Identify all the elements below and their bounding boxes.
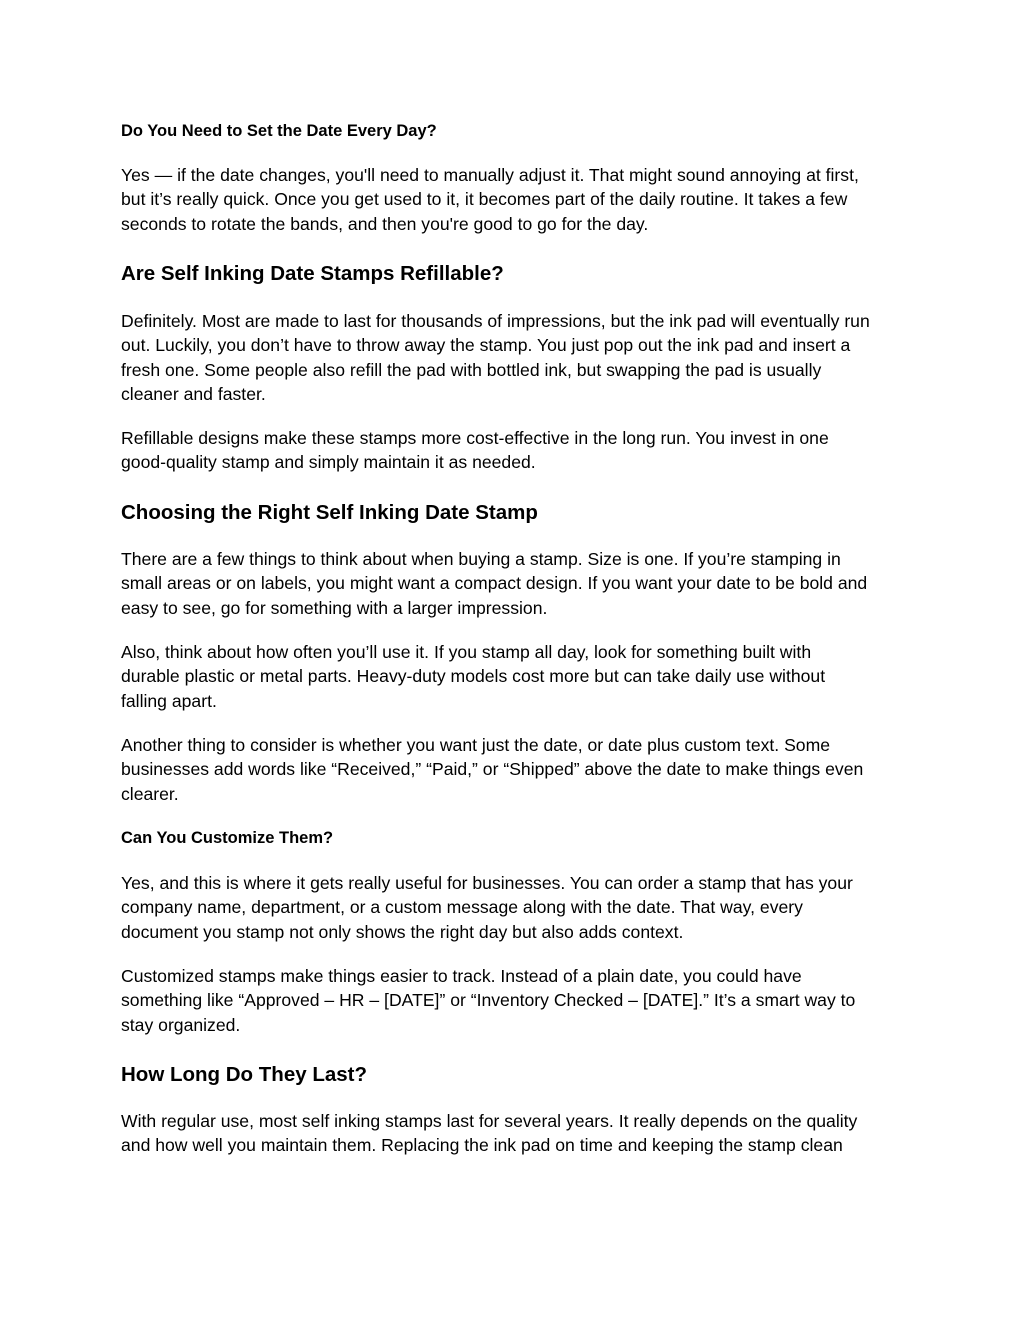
text-line: seconds to rotate the bands, and then you're good to go for the day. (121, 213, 649, 234)
text-line: durable plastic or metal parts. Heavy-duty models cost more but can take daily use without (121, 666, 826, 687)
text-line: out. Luckily, you don’t have to throw away the stamp. You just pop out the ink pad and insert a (121, 335, 851, 356)
text-line: clearer. (121, 783, 179, 804)
paragraph-refillable-1 (121, 309, 870, 406)
text-line: easy to see, go for something with a larger impression. (121, 597, 548, 618)
text-line: stay organized. (121, 1014, 241, 1035)
text-line: small areas or on labels, you might want a compact design. If you want your date to be bold and (121, 573, 868, 594)
heading-set-date: Do You Need to Set the Date Every Day? (121, 122, 437, 140)
text-line: good-quality stamp and simply maintain it as needed. (121, 452, 536, 473)
text-line: With regular use, most self inking stamps last for several years. It really depends on the quality (121, 1111, 858, 1131)
text-line: cleaner and faster. (121, 383, 266, 404)
paragraph-choosing-3 (121, 733, 863, 806)
text-line: and how well you maintain them. Replacing the ink pad on time and keeping the stamp clean (121, 1135, 843, 1156)
paragraph-customize-2 (121, 964, 855, 1037)
heading-refillable: Are Self Inking Date Stamps Refillable? (121, 262, 504, 285)
text-line: but it’s really quick. Once you get used to it, it becomes part of the daily routine. It takes a few (121, 189, 848, 210)
text-line: Yes — if the date changes, you'll need to manually adjust it. That might sound annoying at first, (121, 165, 859, 185)
text-line: falling apart. (121, 690, 217, 711)
heading-choosing: Choosing the Right Self Inking Date Stamp (121, 501, 538, 524)
paragraph-refillable-2 (121, 426, 829, 475)
paragraph-set-date (121, 163, 859, 236)
text-line: Yes, and this is where it gets really useful for businesses. You can order a stamp that has your (121, 873, 853, 893)
paragraph-choosing-2 (121, 640, 825, 713)
text-line: fresh one. Some people also refill the pad with bottled ink, but swapping the pad is usually (121, 359, 822, 380)
text-line: businesses add words like “Received,” “Paid,” or “Shipped” above the date to make things even (121, 759, 864, 780)
text-line: Customized stamps make things easier to track. Instead of a plain date, you could have (121, 966, 802, 986)
text-line: document you stamp not only shows the right day but also adds context. (121, 921, 684, 942)
text-line: Also, think about how often you’ll use it. If you stamp all day, look for something built with (121, 642, 812, 662)
heading-customize: Can You Customize Them? (121, 829, 334, 847)
paragraph-customize-1 (121, 871, 853, 944)
text-line: Definitely. Most are made to last for thousands of impressions, but the ink pad will eventually run (121, 311, 870, 331)
text-line: There are a few things to think about when buying a stamp. Size is one. If you’re stamping in (121, 549, 841, 569)
paragraph-choosing-1 (121, 547, 867, 620)
text-line: company name, department, or a custom message along with the date. That way, every (121, 897, 803, 918)
text-line: Another thing to consider is whether you want just the date, or date plus custom text. Some (121, 735, 831, 755)
paragraph-last (121, 1109, 857, 1158)
text-line: something like “Approved – HR – [DATE]” or “Inventory Checked – [DATE].” It’s a smart way to (121, 990, 856, 1011)
heading-last: How Long Do They Last? (121, 1063, 367, 1086)
text-line: Refillable designs make these stamps more cost-effective in the long run. You invest in one (121, 428, 829, 448)
